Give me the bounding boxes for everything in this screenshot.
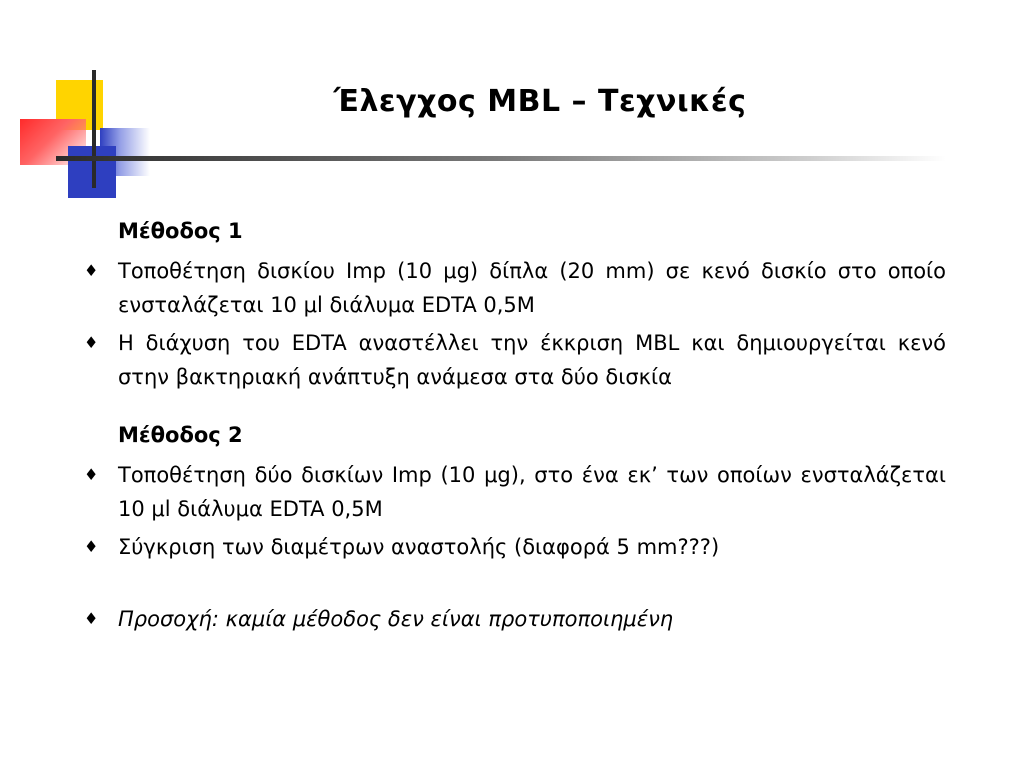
method-2-bullet-2 — [84, 530, 946, 564]
diamond-bullet-icon: ♦ — [84, 537, 99, 556]
caution-note-text: Προσοχή: καμία μέθοδος δεν είναι προτυποποιημένη — [118, 607, 674, 631]
diamond-bullet-icon: ♦ — [84, 609, 99, 628]
caution-note — [84, 602, 946, 636]
method-2-heading: Μέθοδος 2 — [118, 423, 243, 447]
slide-content — [84, 214, 946, 636]
method-1-bullet-1 — [84, 254, 946, 322]
bullet-text: Σύγκριση των διαμέτρων αναστολής (διαφορά 5 mm???) — [118, 535, 720, 559]
method-1-heading: Μέθοδος 1 — [118, 219, 243, 243]
title-underline-rule — [56, 156, 946, 161]
bullet-text: Τοποθέτηση δύο δισκίων Imp (10 μg), στο ένα εκ’ των οποίων ενσταλάζεται 10 μl διάλυμα EDTA 0,5M — [118, 463, 946, 521]
diamond-bullet-icon: ♦ — [84, 261, 99, 280]
slide-title: Έλεγχος MBL – Τεχνικές — [333, 84, 747, 119]
method-2-bullet-1 — [84, 458, 946, 526]
bullet-text: Η διάχυση του EDTA αναστέλλει την έκκριση MBL και δημιουργείται κενό στην βακτηριακή ανάπτυξη ανάμεσα στα δύο δισκία — [118, 331, 946, 389]
diamond-bullet-icon: ♦ — [84, 333, 99, 352]
logo-vertical-line — [92, 70, 96, 188]
method-1-bullet-2 — [84, 326, 946, 394]
bullet-text: Τοποθέτηση δισκίου Imp (10 μg) δίπλα (20 mm) σε κενό δισκίο στο οποίο ενσταλάζεται 10 μl διάλυμα EDTA 0,5M — [118, 259, 946, 317]
diamond-bullet-icon: ♦ — [84, 465, 99, 484]
